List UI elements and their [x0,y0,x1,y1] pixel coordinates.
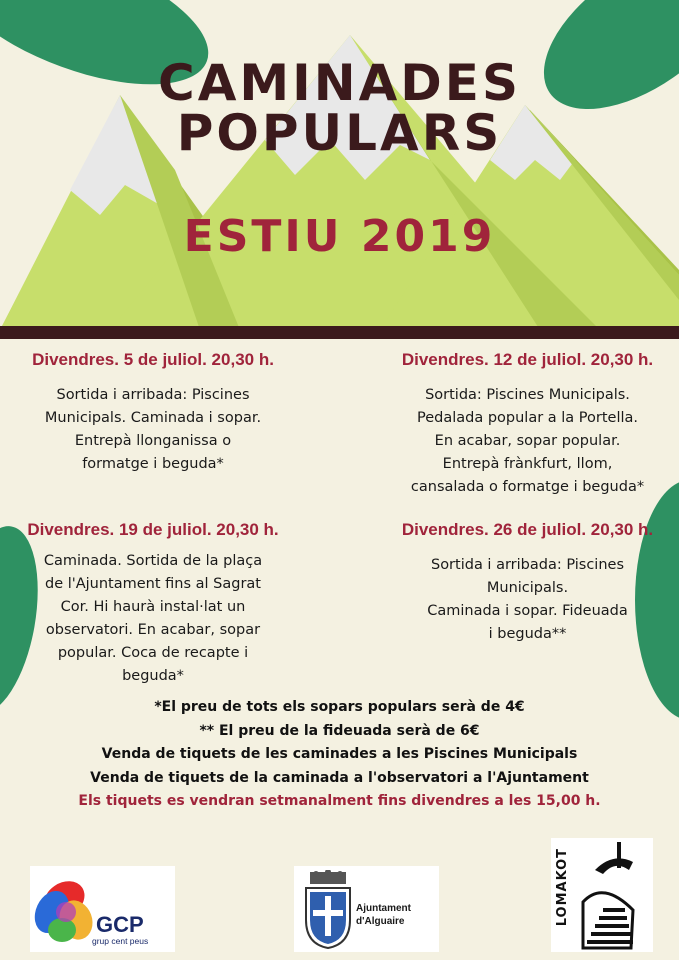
title-line-1: CAMINADES [158,54,521,112]
event-line: Pedalada popular a la Portella. [416,410,639,426]
lomakot-name: LOMAKOT [555,848,570,927]
event-line: de l'Ajuntament fins al Sagrat [44,576,261,592]
event-line: beguda* [122,668,184,684]
note-price-dinners: *El preu de tots els sopars populars serà de 4€ [154,699,525,715]
event-description [390,384,665,499]
event-line: Sortida i arribada: Piscines [56,387,250,403]
ajuntament-line-1: Ajuntament [356,903,411,914]
event-line: Municipals. Caminada i sopar. [44,410,262,426]
event-line: cansalada o formatge i beguda* [410,479,645,495]
event-date: Divendres. 12 de juliol. 20,30 h. [401,350,654,369]
event-line: popular. Coca de recapte i [57,645,249,661]
divider-band [0,326,679,339]
note-tickets-deadline: Els tiquets es vendran setmanalment fins divendres a les 15,00 h. [78,793,601,809]
event-1 [18,350,288,476]
note-tickets-observatory: Venda de tiquets de la caminada a l'observatori a l'Ajuntament [90,769,589,786]
event-line: Entrepà llonganissa o [74,433,232,449]
gcp-subtitle: grup cent peus [92,936,149,946]
title-line-2: POPULARS [176,104,503,162]
event-line: formatge i beguda* [82,456,224,472]
gcp-logo [30,866,175,952]
event-date: Divendres. 5 de juliol. 20,30 h. [32,350,274,369]
event-3 [18,520,288,688]
event-line: Municipals. [486,580,569,596]
event-description [390,554,665,646]
lomakot-logo [551,838,653,952]
coat-of-arms-icon [300,870,356,950]
event-line: Entrepà frànkfurt, llom, [442,456,613,472]
ajuntament-logo [294,866,439,952]
event-line: Caminada. Sortida de la plaça [43,553,263,569]
note-price-fideuada: ** El preu de la fideuada serà de 6€ [199,722,480,739]
event-description [18,550,288,688]
event-description [18,384,288,476]
lomakot-stairs-icon [573,840,653,950]
event-line: observatori. En acabar, sopar [45,622,261,638]
event-4 [390,520,665,646]
gcp-name: GCP [96,912,144,937]
ajuntament-line-2: d'Alguaire [356,916,405,927]
event-line: i beguda** [488,626,567,642]
event-line: En acabar, sopar popular. [434,433,621,449]
event-line: Sortida i arribada: Piscines [430,557,625,573]
event-date: Divendres. 19 de juliol. 20,30 h. [27,520,279,539]
ajuntament-name [356,902,411,928]
event-date: Divendres. 26 de juliol. 20,30 h. [401,520,654,539]
event-line: Cor. Hi haurà instal·lat un [60,599,246,615]
note-tickets-walks: Venda de tiquets de les caminades a les Piscines Municipals [101,746,578,762]
event-line: Caminada i sopar. Fideuada [427,603,628,619]
notes-block [0,696,679,814]
event-line: Sortida: Piscines Municipals. [425,387,630,403]
subtitle: ESTIU 2019 [183,211,496,262]
event-2 [390,350,665,499]
